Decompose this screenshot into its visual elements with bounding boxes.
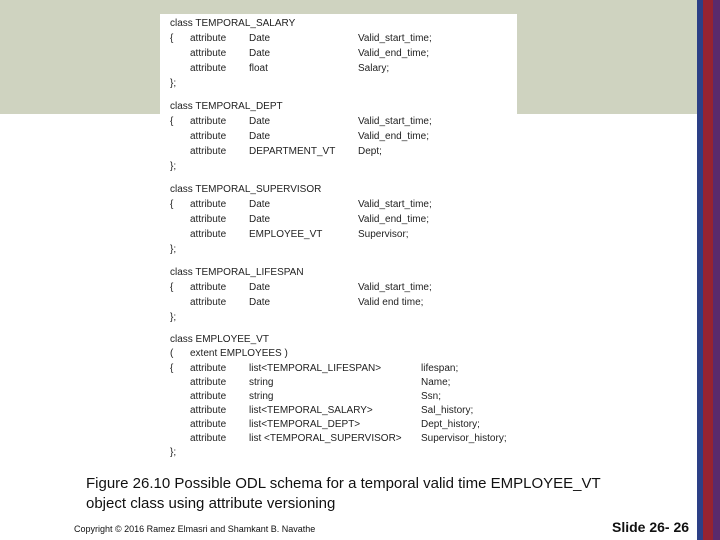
attribute-name: Supervisor; <box>358 229 409 240</box>
attribute-type: string <box>249 377 274 388</box>
attribute-type: Date <box>249 282 271 293</box>
attribute-keyword: attribute <box>190 63 227 74</box>
open-brace: { <box>170 199 174 210</box>
class-header-temporal-supervisor: class TEMPORAL_SUPERVISOR <box>170 184 322 195</box>
attribute-keyword: attribute <box>190 33 227 44</box>
attribute-keyword: attribute <box>190 419 227 430</box>
attribute-keyword: attribute <box>190 229 227 240</box>
attribute-name: Sal_history; <box>421 405 474 416</box>
attribute-type: Date <box>249 116 271 127</box>
class-header-employee-vt: class EMPLOYEE_VT <box>170 334 269 345</box>
class-header-temporal-dept: class TEMPORAL_DEPT <box>170 101 283 112</box>
attribute-type: DEPARTMENT_VT <box>249 146 336 157</box>
attribute-name: Valid_end_time; <box>358 131 429 142</box>
attribute-keyword: attribute <box>190 363 227 374</box>
attribute-keyword: attribute <box>190 116 227 127</box>
attribute-keyword: attribute <box>190 282 227 293</box>
attribute-type: list<TEMPORAL_SALARY> <box>249 405 373 416</box>
open-brace: { <box>170 33 174 44</box>
attribute-keyword: attribute <box>190 405 227 416</box>
close-brace: }; <box>170 244 177 255</box>
attribute-keyword: attribute <box>190 433 227 444</box>
slide-side-stripe-purple <box>713 0 720 540</box>
attribute-keyword: attribute <box>190 199 227 210</box>
attribute-type: list<TEMPORAL_LIFESPAN> <box>249 363 382 374</box>
attribute-type: Date <box>249 48 271 59</box>
close-brace: }; <box>170 78 177 89</box>
attribute-type: Date <box>249 33 271 44</box>
attribute-keyword: attribute <box>190 377 227 388</box>
attribute-name: Valid_start_time; <box>358 199 432 210</box>
attribute-keyword: attribute <box>190 297 227 308</box>
attribute-type: Date <box>249 214 271 225</box>
attribute-name: Dept_history; <box>421 419 480 430</box>
attribute-name: Salary; <box>358 63 390 74</box>
attribute-keyword: attribute <box>190 214 227 225</box>
copyright-notice: Copyright © 2016 Ramez Elmasri and Shamkant B. Navathe <box>74 524 316 534</box>
attribute-name: Supervisor_history; <box>421 433 507 444</box>
odl-schema-figure <box>160 14 517 462</box>
attribute-type: Date <box>249 199 271 210</box>
slide-number: Slide 26- 26 <box>612 519 690 535</box>
attribute-name: Valid end time; <box>358 297 424 308</box>
attribute-name: Valid_start_time; <box>358 116 432 127</box>
attribute-type: list <TEMPORAL_SUPERVISOR> <box>249 433 402 444</box>
open-brace: { <box>170 363 174 374</box>
attribute-keyword: attribute <box>190 146 227 157</box>
attribute-type: list<TEMPORAL_DEPT> <box>249 419 361 430</box>
class-header-temporal-lifespan: class TEMPORAL_LIFESPAN <box>170 267 304 278</box>
attribute-name: Valid_start_time; <box>358 282 432 293</box>
attribute-type: EMPLOYEE_VT <box>249 229 323 240</box>
odl-schema-code <box>160 14 517 462</box>
attribute-name: lifespan; <box>421 363 459 374</box>
close-brace: }; <box>170 161 177 172</box>
close-brace: }; <box>170 447 177 458</box>
figure-caption-line-1: Figure 26.10 Possible ODL schema for a temporal valid time EMPLOYEE_VT <box>86 475 601 492</box>
attribute-name: Dept; <box>358 146 382 157</box>
attribute-keyword: attribute <box>190 131 227 142</box>
close-brace: }; <box>170 312 177 323</box>
class-header-temporal-salary: class TEMPORAL_SALARY <box>170 18 296 29</box>
figure-caption <box>86 474 686 514</box>
extent-declaration: extent EMPLOYEES ) <box>190 348 288 359</box>
attribute-name: Valid_start_time; <box>358 33 432 44</box>
attribute-name: Ssn; <box>421 391 442 402</box>
attribute-name: Valid_end_time; <box>358 214 429 225</box>
attribute-name: Name; <box>421 377 451 388</box>
attribute-keyword: attribute <box>190 48 227 59</box>
open-paren: ( <box>170 348 174 359</box>
attribute-type: Date <box>249 131 271 142</box>
attribute-name: Valid_end_time; <box>358 48 429 59</box>
attribute-type: Date <box>249 297 271 308</box>
attribute-type: string <box>249 391 274 402</box>
open-brace: { <box>170 282 174 293</box>
attribute-type: float <box>249 63 268 74</box>
slide-side-stripe-red <box>703 0 713 540</box>
attribute-keyword: attribute <box>190 391 227 402</box>
open-brace: { <box>170 116 174 127</box>
figure-caption-line-2: object class using attribute versioning <box>86 495 336 512</box>
